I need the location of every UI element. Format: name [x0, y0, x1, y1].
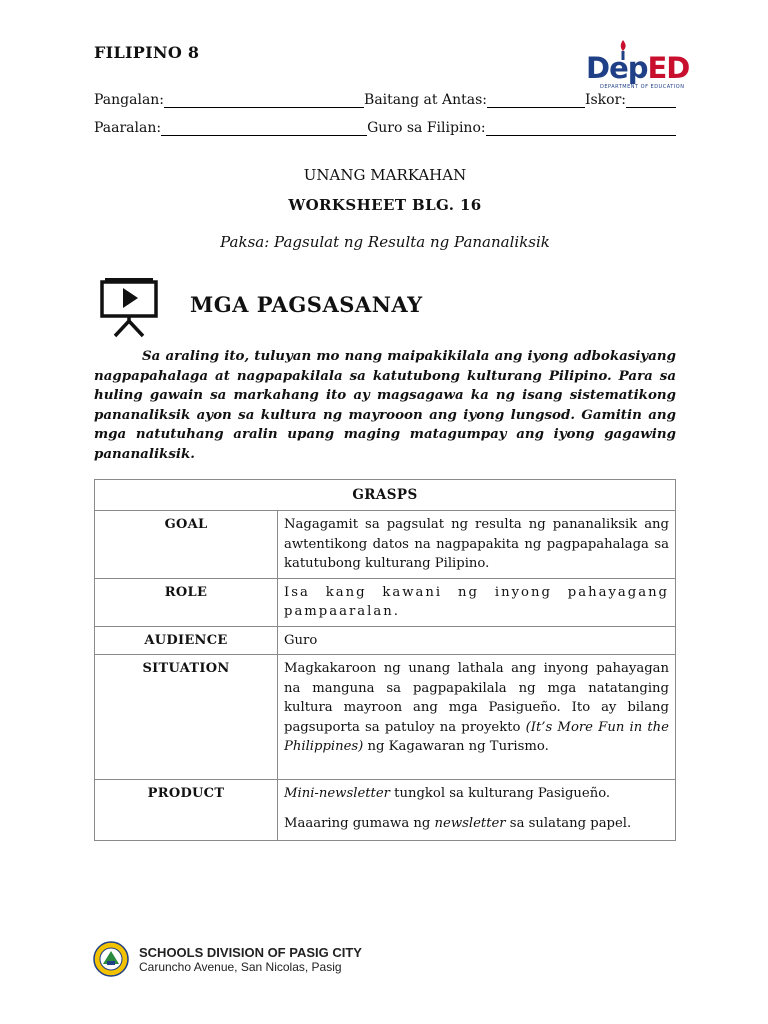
product-line2-start: Maaaring gumawa ng	[284, 815, 435, 831]
table-row-role	[95, 578, 676, 626]
grasps-title: GRASPS	[95, 480, 676, 511]
subject-title: FILIPINO 8	[94, 43, 200, 62]
name-label: Pangalan:	[94, 92, 165, 108]
table-row-situation	[95, 655, 676, 780]
teacher-field[interactable]	[486, 121, 676, 136]
product-value	[278, 780, 676, 841]
situation-text-part1: Magkakaroon ng unang lathala ang inyong pahayagan na manguna sa pagpapakilala ng mga natatanging kultura mayroon ang mga Pasigueño. Ito ay bilang pagsuporta sa patuloy na proyekto	[284, 661, 669, 735]
situation-text-part2: ng Kagawaran ng Turismo.	[363, 739, 549, 754]
school-info-row	[94, 116, 676, 136]
quarter-heading: UNANG MARKAHAN	[303, 166, 467, 184]
product-line-1	[284, 784, 669, 804]
worksheet-heading: WORKSHEET BLG. 16	[288, 196, 482, 214]
table-row-product	[95, 780, 676, 841]
product-line2-italic: newsletter	[434, 815, 506, 831]
section-title: MGA PAGSASANAY	[190, 292, 423, 317]
audience-key: AUDIENCE	[95, 626, 278, 655]
presentation-board-icon	[100, 276, 158, 338]
table-row-audience	[95, 626, 676, 655]
situation-value	[278, 655, 676, 780]
product-line1-rest: tungkol sa kulturang Pasigueño.	[389, 786, 611, 801]
logo-text-dep: Dep	[586, 51, 648, 85]
teacher-label: Guro sa Filipino:	[367, 120, 486, 136]
grasps-table	[94, 479, 676, 841]
school-label: Paaralan:	[94, 120, 162, 136]
product-line2-end: sa sulatang papel.	[505, 815, 632, 831]
name-field[interactable]	[164, 93, 364, 108]
product-key: PRODUCT	[95, 780, 278, 841]
deped-logo	[586, 40, 690, 90]
situation-key: SITUATION	[95, 655, 278, 780]
score-label: Iskor:	[584, 92, 627, 108]
logo-text-ed: ED	[647, 51, 690, 85]
logo-subtext: DEPARTMENT OF EDUCATION	[600, 84, 685, 90]
score-field[interactable]	[626, 93, 676, 108]
intro-paragraph: Sa araling ito, tuluyan mo nang maipakikilala ang iyong adbokasiyang nagpapahalaga at nagpapakilala sa katutubong kulturang Pilipino. Para sa huling gawain sa markahang ito ay magsagawa ka ng isang sistematikong pananaliksik ayon sa kultura ng mayrooon ang iyong lungsod. Gamitin ang mga natutuhang aralin upang maging matagumpay ang iyong gagawing pananaliksik.	[94, 348, 676, 462]
school-field[interactable]	[161, 121, 367, 136]
situation-text-italic: (It’s More Fun in the Philippines)	[284, 719, 669, 754]
student-info-row	[94, 88, 676, 108]
product-line1-italic: Mini-newsletter	[284, 786, 390, 801]
footer-division-name: SCHOOLS DIVISION OF PASIG CITY	[139, 945, 362, 960]
table-header-row	[95, 480, 676, 511]
role-value: Isa kang kawani ng inyong pahayagang pampaaralan.	[278, 578, 676, 626]
role-key: ROLE	[95, 578, 278, 626]
product-line-2	[284, 814, 669, 834]
table-row-goal	[95, 511, 676, 579]
grade-label: Baitang at Antas:	[364, 92, 487, 108]
audience-value: Guro	[278, 626, 676, 655]
topic-heading: Paksa: Pagsulat ng Resulta ng Pananaliksik	[220, 233, 550, 251]
goal-key: GOAL	[95, 511, 278, 579]
goal-value: Nagagamit sa pagsulat ng resulta ng pananaliksik ang awtentikong datos na nagpapakita ng pagpapahalaga sa katutubong kulturang Pilipino.	[278, 511, 676, 579]
footer-address: Caruncho Avenue, San Nicolas, Pasig	[139, 960, 342, 974]
grade-field[interactable]	[487, 93, 585, 108]
division-seal-icon	[93, 941, 129, 977]
